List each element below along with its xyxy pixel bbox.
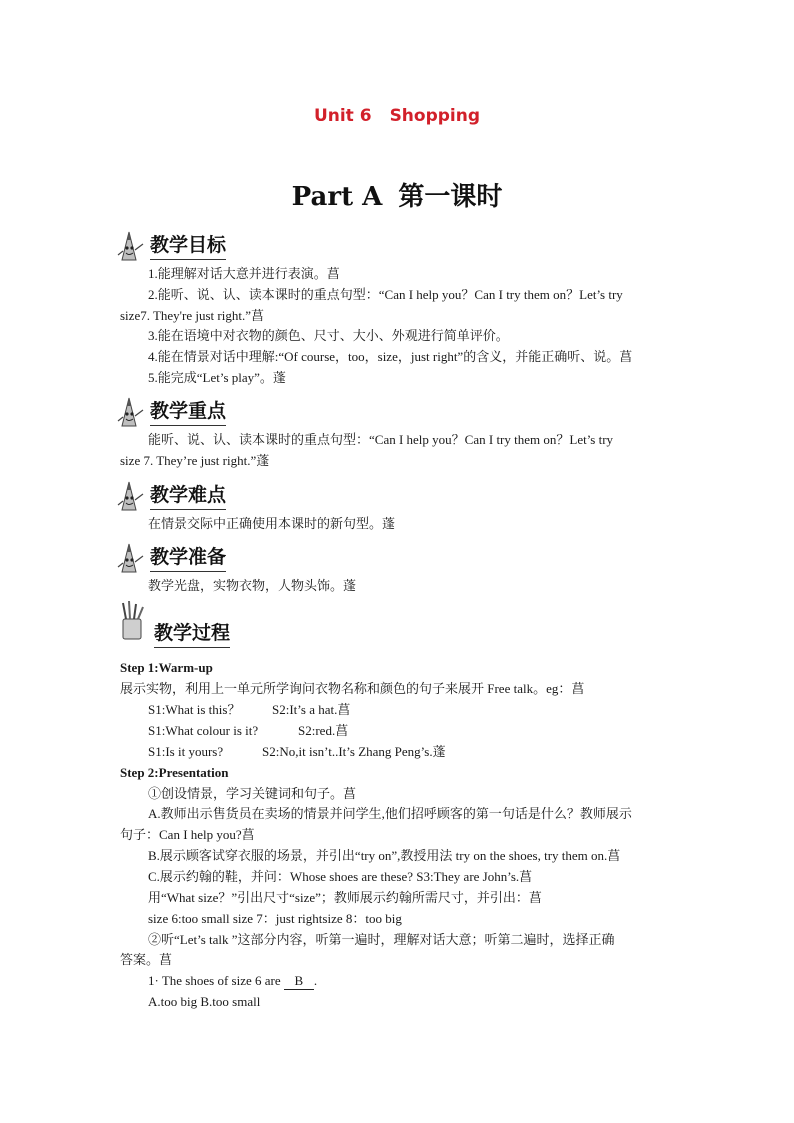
step-2-line-3: 句子：Can I help you?菖 bbox=[120, 827, 255, 842]
answer-blank: B bbox=[284, 973, 314, 990]
dialogue-2-b: S2:red.菖 bbox=[298, 723, 349, 738]
section-heading: 教学准备 bbox=[150, 542, 226, 572]
step-2-line-9: 答案。菖 bbox=[120, 952, 173, 967]
lesson-label: 第一课时 bbox=[398, 182, 503, 212]
part-title bbox=[0, 176, 794, 213]
preparation-1: 教学光盘，实物衣物，人物头饰。蓬 bbox=[148, 578, 357, 593]
pencil-cup-icon bbox=[116, 600, 148, 642]
step-1-title: Step 1:Warm-up bbox=[120, 660, 213, 675]
step-2-line-2: A.教师出示售货员在卖场的情景并问学生,他们招呼顾客的第一句话是什么？教师展示 bbox=[148, 806, 632, 821]
dialogue-3-b: S2:No,it isn’t..It’s Zhang Peng’s.蓬 bbox=[262, 744, 446, 759]
question-1 bbox=[148, 973, 317, 990]
section-heading: 教学重点 bbox=[150, 396, 226, 426]
dialogue-1-a: S1:What is this？ bbox=[148, 702, 241, 717]
part-label: Part A bbox=[291, 182, 383, 212]
question-text: 1· The shoes of size 6 are bbox=[148, 973, 281, 988]
unit-name: Shopping bbox=[389, 106, 481, 126]
step-1-line: 展示实物，利用上一单元所学询问衣物名称和颜色的句子来展开 Free talk。eg：菖 bbox=[120, 681, 585, 696]
key-point-1-cont: size 7. They’re just right.”蓬 bbox=[120, 453, 270, 468]
pencil-mascot-icon bbox=[116, 538, 148, 574]
objective-2: 2.能听、说、认、读本课时的重点句型：“Can I help you？Can I try them on？Let’s try bbox=[148, 287, 623, 302]
step-2-line-1: ①创设情景，学习关键词和句子。菖 bbox=[148, 786, 357, 801]
section-heading: 教学过程 bbox=[154, 618, 230, 648]
pencil-mascot-icon bbox=[116, 476, 148, 512]
section-heading: 教学目标 bbox=[150, 230, 226, 260]
dialogue-3-a: S1:Is it yours? bbox=[148, 744, 224, 759]
dialogue-1-b: S2:It’s a hat.菖 bbox=[272, 702, 351, 717]
step-2-line-8: ②听“Let’s talk ”这部分内容，听第一遍时，理解对话大意；听第二遍时，选择正确 bbox=[148, 932, 615, 947]
objective-5: 5.能完成“Let’s play”。蓬 bbox=[148, 370, 286, 385]
pencil-mascot-icon bbox=[116, 226, 148, 262]
dialogue-2-a: S1:What colour is it? bbox=[148, 723, 259, 738]
question-options: A.too big B.too small bbox=[148, 994, 261, 1009]
objective-2-cont: size7. They're just right.”菖 bbox=[120, 308, 264, 323]
difficulty-1: 在情景交际中正确使用本课时的新句型。蓬 bbox=[148, 516, 396, 531]
section-heading: 教学难点 bbox=[150, 480, 226, 510]
pencil-mascot-icon bbox=[116, 392, 148, 428]
unit-title bbox=[0, 106, 794, 126]
step-2-title: Step 2:Presentation bbox=[120, 765, 229, 780]
unit-number: Unit 6 bbox=[313, 106, 372, 126]
objective-3: 3.能在语境中对衣物的颜色、尺寸、大小、外观进行简单评价。 bbox=[148, 328, 509, 343]
step-2-line-5: C.展示约翰的鞋，并问：Whose shoes are these? S3:They are John’s.菖 bbox=[148, 869, 533, 884]
objective-4: 4.能在情景对话中理解:“Of course，too，size，just right”的含义，并能正确听、说。菖 bbox=[148, 349, 633, 364]
step-2-line-6: 用“What size？”引出尺寸“size”；教师展示约翰所需尺寸，并引出：菖 bbox=[148, 890, 542, 905]
step-2-line-7: size 6:too small size 7：just rightsize 8：too big bbox=[148, 911, 402, 926]
objective-1: 1.能理解对话大意并进行表演。菖 bbox=[148, 266, 340, 281]
step-2-line-4: B.展示顾客试穿衣服的场景，并引出“try on”,教授用法 try on the shoes, try them on.菖 bbox=[148, 848, 621, 863]
question-suffix: . bbox=[313, 973, 318, 988]
key-point-1: 能听、说、认、读本课时的重点句型：“Can I help you？Can I try them on？Let’s try bbox=[148, 432, 614, 447]
